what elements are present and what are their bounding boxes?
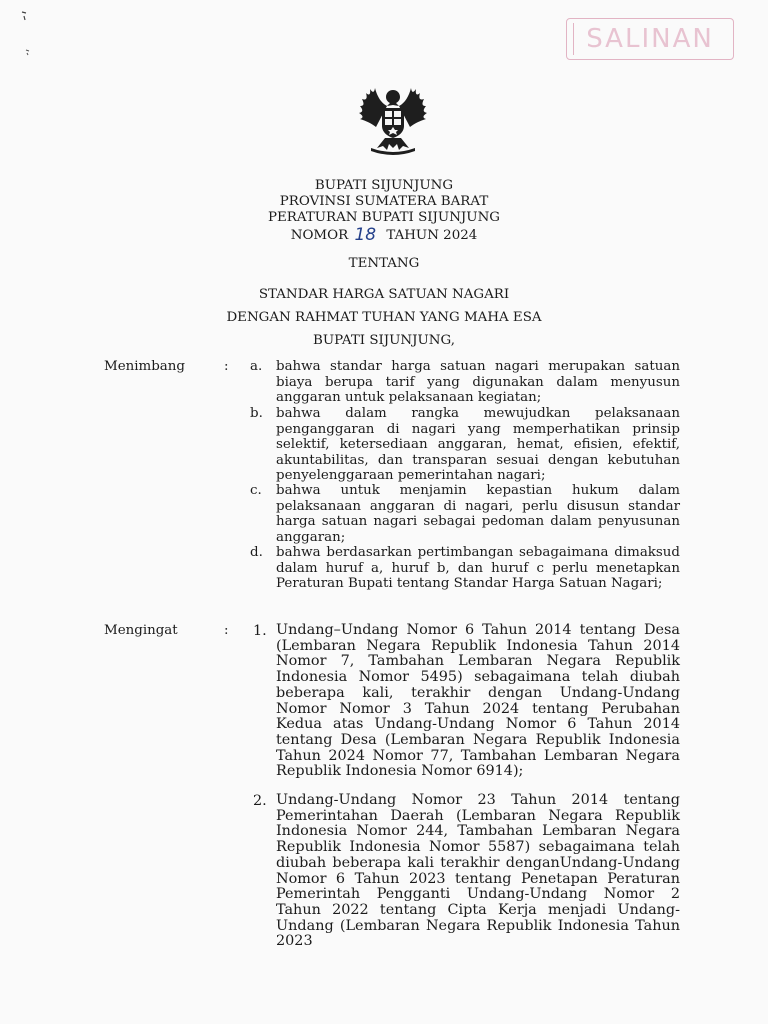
menimbang-mark-b: b. <box>250 406 263 421</box>
header-line-peraturan: PERATURAN BUPATI SIJUNJUNG <box>268 210 500 225</box>
regulation-header <box>0 178 768 244</box>
tentang-heading: TENTANG <box>348 256 420 271</box>
garuda-emblem-icon <box>349 84 437 156</box>
menimbang-mark-c: c. <box>250 483 262 498</box>
menimbang-colon: : <box>224 359 229 374</box>
menimbang-item-a: bahwa standar harga satuan nagari merupakan satuan biaya berupa tarif yang digunakan dalam menyusun anggaran untuk pelaksanaan kegiatan; <box>276 359 680 406</box>
mengingat-item-2: Undang-Undang Nomor 23 Tahun 2014 tentang Pemerintahan Daerah (Lembaran Negara Republik Indonesia Nomor 244, Tambahan Lembaran Negara Republik Indonesia Nomor 5587) sebagaimana telah diubah beberapa kali terakhir denganUndang-Undang Nomor 6 Tahun 2023 tentang Penetapan Peraturan Pemerintah Pengganti Undang-Undang Nomor 2 Tahun 2022 tentang Cipta Kerja menjadi Undang-Undang (Lembaran Negara Republik Indonesia Tahun 2023 <box>276 792 680 950</box>
menimbang-item-c: bahwa untuk menjamin kepastian hukum dalam pelaksanaan anggaran di nagari, perlu disusun standar harga satuan nagari sebagai pedoman dalam penyusunan anggaran; <box>276 483 680 545</box>
mengingat-item-1: Undang–Undang Nomor 6 Tahun 2014 tentang Desa (Lembaran Negara Republik Indonesia Tahun 2014 Nomor 7, Tambahan Lembaran Negara Republik Indonesia Nomor 5495) sebagaimana telah diubah beberapa kali, terakhir dengan Undang-Undang Nomor Nomor 3 Tahun 2024 tentang Perubahan Kedua atas Undang-Undang Nomor 6 Tahun 2014 tentang Desa (Lembaran Negara Republik Indonesia Tahun 2024 Nomor 77, Tambahan Lembaran Negara Republik Indonesia Nomor 6914); <box>276 622 680 780</box>
menimbang-item-b: bahwa dalam rangka mewujudkan pelaksanaan penganggaran di nagari yang memperhatikan prinsip selektif, ketersediaan anggaran, hemat, efisien, efektif, akuntabilitas, dan transparan sesuai dengan kebutuhan penyelenggaraan pemerintahan nagari; <box>276 406 680 484</box>
nomor-prefix: NOMOR <box>290 228 349 243</box>
mengingat-label: Mengingat <box>104 623 178 638</box>
mengingat-mark-1: 1. <box>253 623 267 639</box>
menimbang-mark-a: a. <box>250 359 263 374</box>
salinan-stamp <box>566 18 734 60</box>
menimbang-item-d: bahwa berdasarkan pertimbangan sebagaimana dimaksud dalam huruf a, huruf b, dan huruf c perlu menetapkan Peraturan Bupati tentang Standar Harga Satuan Nagari; <box>276 545 680 592</box>
stamp-text: SALINAN <box>586 24 714 54</box>
header-line-provinsi: PROVINSI SUMATERA BARAT <box>279 194 489 209</box>
nomor-suffix: TAHUN 2024 <box>386 228 478 243</box>
menimbang-mark-d: d. <box>250 545 263 560</box>
nomor-handwritten-number: 18 <box>354 225 377 245</box>
rahmat-line: DENGAN RAHMAT TUHAN YANG MAHA ESA <box>226 310 542 325</box>
mengingat-colon: : <box>224 623 229 638</box>
menimbang-label: Menimbang <box>104 359 185 374</box>
mengingat-mark-2: 2. <box>253 793 267 809</box>
regulation-title: STANDAR HARGA SATUAN NAGARI <box>258 287 510 302</box>
scan-artifact-marks <box>14 4 34 64</box>
header-line-nomor <box>0 226 768 244</box>
bupati-line: BUPATI SIJUNJUNG, <box>313 333 455 348</box>
header-line-bupati: BUPATI SIJUNJUNG <box>314 178 454 193</box>
